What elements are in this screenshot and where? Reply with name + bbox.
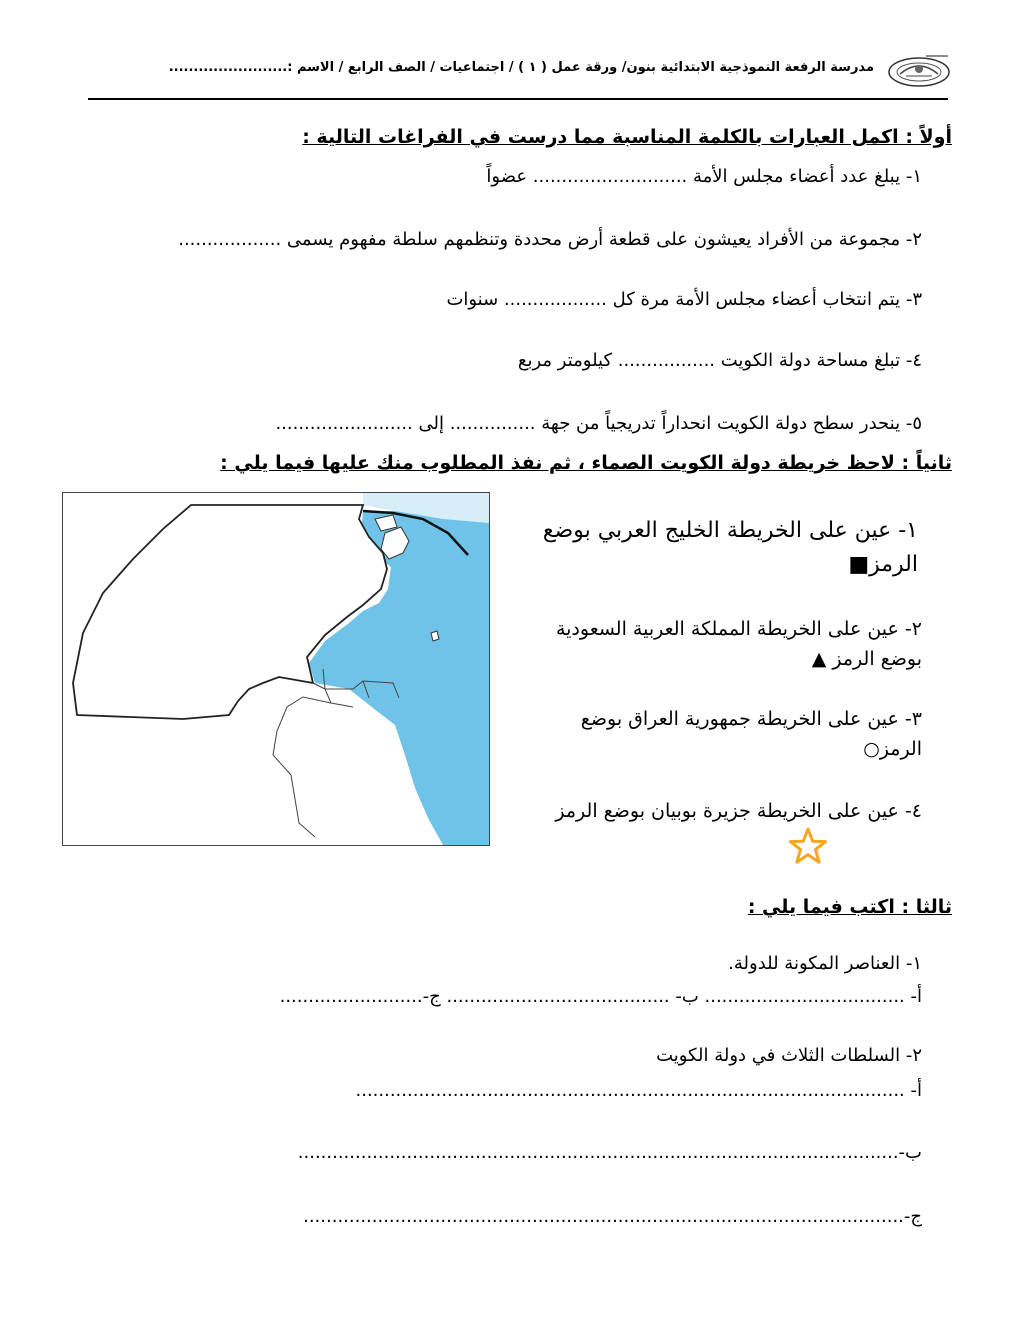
section3-q2-c: ج-.........................................................................................................: [303, 1206, 922, 1227]
section3-title: ثالثا : اكتب فيما يلي :: [747, 896, 952, 918]
star-icon: [788, 826, 828, 866]
section1-item-3: ٣- يتم انتخاب أعضاء مجلس الأمة مرة كل .................. سنوات: [446, 289, 922, 310]
section3-q1: ١- العناصر المكونة للدولة.: [728, 953, 922, 974]
section2-item-1: ١- عين على الخريطة الخليج العربي بوضع الرمز■: [542, 518, 918, 577]
kuwait-map: [62, 492, 490, 846]
school-logo: [886, 52, 952, 90]
section2-item-3: ٣- عين على الخريطة جمهورية العراق بوضع الرمز○: [580, 708, 922, 760]
section2-item-2: ٢- عين على الخريطة المملكة العربية السعودية بوضع الرمز ▲: [555, 618, 922, 670]
section3-q2: ٢- السلطات الثلاث في دولة الكويت: [656, 1045, 922, 1066]
section3-q2-a: أ- ................................................................................................: [355, 1080, 922, 1101]
page-header: مدرسة الرفعة النموذجية الابتدائية بنون/ ورقة عمل ( ١ ) / اجتماعيات / الصف الرابع / الاسم :........................: [168, 60, 874, 75]
section1-title: أولاً : اكمل العبارات بالكلمة المناسبة مما درست في الفراغات التالية :: [302, 126, 952, 148]
section3-q1-answers: أ- ................................... ب- ....................................... ج-.........................: [279, 986, 922, 1007]
section2-item-4: ٤- عين على الخريطة جزيرة بوبيان بوضع الرمز: [555, 800, 922, 822]
section3-q2-b: ب-.........................................................................................................: [297, 1142, 922, 1163]
section1-item-4: ٤- تبلغ مساحة دولة الكويت ................. كيلومتر مربع: [517, 350, 922, 371]
header-rule: [88, 98, 948, 100]
section1-item-2: ٢- مجموعة من الأفراد يعيشون على قطعة أرض محددة وتنظمهم سلطة مفهوم يسمى ..................: [178, 229, 922, 250]
section2-title: ثانياً : لاحظ خريطة دولة الكويت الصماء ، ثم نفذ المطلوب منك عليها فيما يلي :: [220, 452, 952, 474]
section1-item-5: ٥- ينحدر سطح دولة الكويت انحداراً تدريجياً من جهة ............... إلى ........................: [275, 413, 922, 434]
section1-item-1: ١- يبلغ عدد أعضاء مجلس الأمة ........................... عضواً: [486, 166, 922, 187]
